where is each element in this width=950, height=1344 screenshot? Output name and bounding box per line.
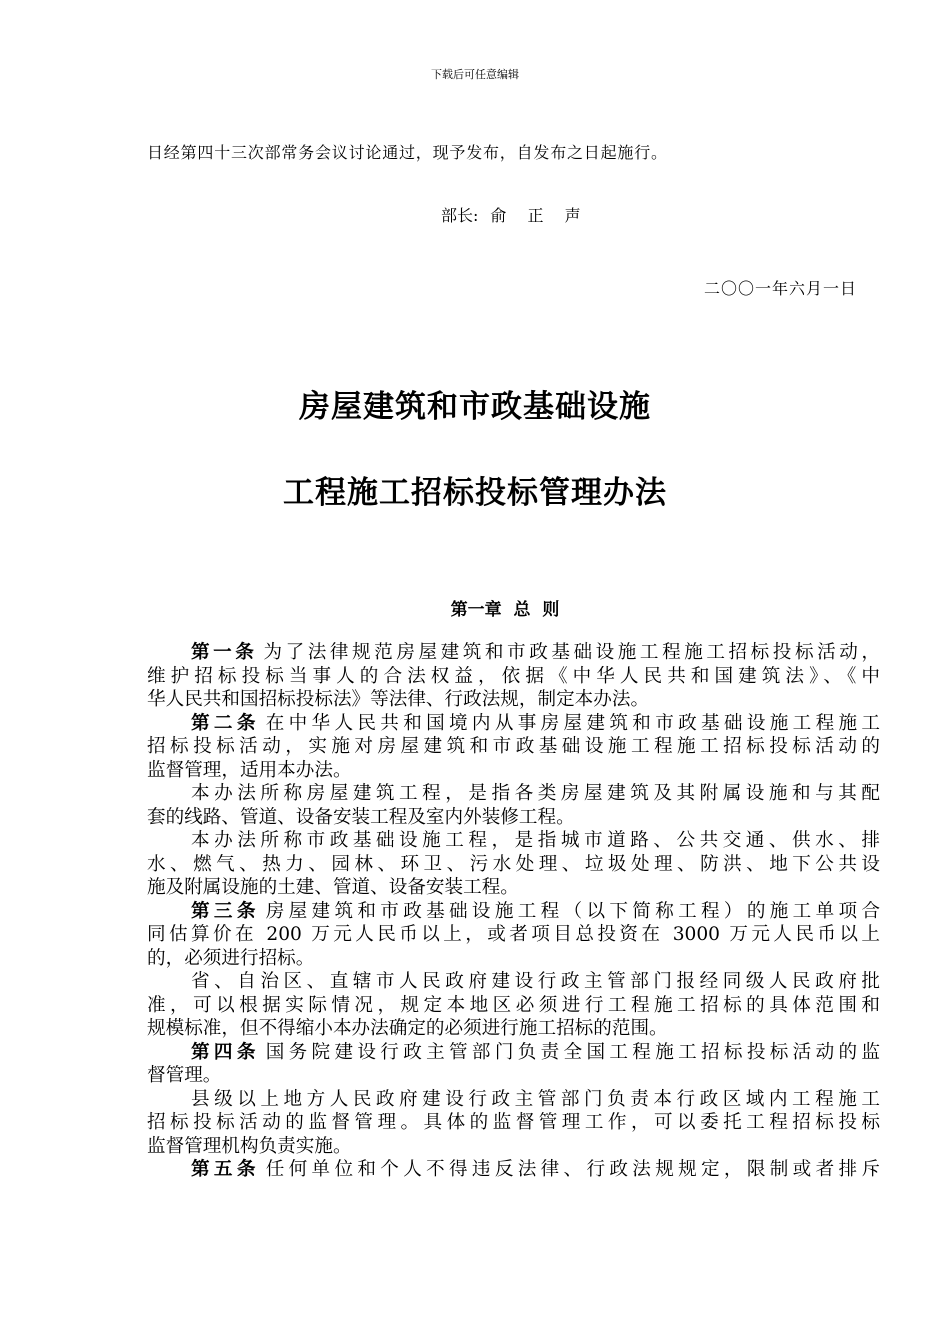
line-text: 招标投标活动，实施对房屋建筑和市政基础设施工程施工招标投标活动的: [147, 736, 880, 757]
line-text: 督管理。: [147, 1065, 222, 1086]
line-text: 本办法所称房屋建筑工程，是指各类房屋建筑及其附属设施和与其配: [191, 783, 880, 804]
line-text: 华人民共和国招标投标法》等法律、行政法规，制定本办法。: [147, 689, 650, 710]
text-line: [147, 641, 880, 665]
text-line: [147, 1135, 880, 1159]
text-line: [147, 947, 880, 971]
line-text: 监督管理机构负责实施。: [147, 1135, 352, 1157]
article-number: 第四条: [191, 1041, 260, 1063]
line-text: 套的线路、管道、设备安装工程及室内外装修工程。: [147, 806, 575, 828]
document-title-line2: 工程施工招标投标管理办法: [283, 475, 667, 511]
intro-text: 日经第四十三次部常务会议讨论通过，现予发布，自发布之日起施行。: [147, 143, 668, 162]
line-text: 准，可以根据实际情况，规定本地区必须进行工程施工招标的具体范围和: [147, 994, 880, 1016]
line-text: 招标投标活动的监督管理。具体的监督管理工作，可以委托工程招标投标: [147, 1112, 880, 1133]
article-number: 第一条: [191, 642, 258, 663]
line-text: 省、自治区、直辖市人民政府建设行政主管部门报经同级人民政府批: [191, 971, 880, 992]
text-line: [147, 900, 880, 924]
line-text: 同估算价在 200 万元人民币以上，或者项目总投资在 3000 万元人民币以上: [147, 924, 880, 945]
text-line: [147, 994, 880, 1018]
text-line: [147, 782, 880, 806]
line-text: 水、燃气、热力、园林、环卫、污水处理、垃圾处理、防洪、地下公共设: [147, 853, 880, 875]
line-text: 县级以上地方人民政府建设行政主管部门负责本行政区域内工程施工: [191, 1088, 880, 1110]
line-text: 国务院建设行政主管部门负责全国工程施工招标投标活动的监: [265, 1041, 880, 1063]
chapter-label: 第一章 总 则: [450, 600, 560, 620]
text-line: [147, 1158, 880, 1182]
line-text: 施及附属设施的土建、管道、设备安装工程。: [147, 877, 519, 898]
line-text: 任何单位和个人不得违反法律、行政法规规定，限制或者排斥: [265, 1159, 880, 1180]
text-line: [147, 1088, 880, 1112]
text-line: [147, 1017, 880, 1041]
line-text: 本办法所称市政基础设施工程，是指城市道路、公共交通、供水、排: [191, 830, 880, 851]
text-line: [147, 806, 880, 830]
chapter-heading: [0, 595, 950, 620]
line-text: 维护招标投标当事人的合法权益，依据《中华人民共和国建筑法》、《中: [147, 665, 880, 687]
signature-name: 俞 正 声: [490, 206, 589, 225]
page-header-note: 下载后可任意编辑: [431, 68, 519, 81]
line-text: 房屋建筑和市政基础设施工程（以下简称工程）的施工单项合: [265, 900, 880, 922]
signature-label: 部长:: [441, 206, 479, 225]
text-line: [147, 735, 880, 759]
text-line: [147, 712, 880, 736]
article-number: 第五条: [191, 1159, 260, 1180]
issue-date: 二〇〇一年六月一日: [704, 279, 858, 298]
text-line: [147, 759, 880, 783]
signature: [441, 203, 589, 226]
text-line: [147, 1064, 880, 1088]
text-line: [147, 688, 880, 712]
line-text: 规模标准，但不得缩小本办法确定的必须进行施工招标的范围。: [147, 1018, 668, 1039]
text-line: [147, 1111, 880, 1135]
article-number: 第二条: [191, 712, 260, 734]
text-line: [147, 1041, 880, 1065]
line-text: 为了法律规范房屋建筑和市政基础设施工程施工招标投标活动，: [263, 642, 880, 663]
line-text: 监督管理，适用本办法。: [147, 759, 352, 781]
text-line: [147, 829, 880, 853]
article-number: 第三条: [191, 900, 260, 922]
text-line: [147, 876, 880, 900]
document-title-line1: 房屋建筑和市政基础设施: [299, 389, 651, 425]
line-text: 的，必须进行招标。: [147, 947, 315, 969]
text-line: [147, 970, 880, 994]
line-text: 在中华人民共和国境内从事房屋建筑和市政基础设施工程施工: [265, 712, 880, 734]
text-line: [147, 665, 880, 689]
text-line: [147, 853, 880, 877]
regulation-body: [147, 641, 880, 1182]
text-line: [147, 923, 880, 947]
